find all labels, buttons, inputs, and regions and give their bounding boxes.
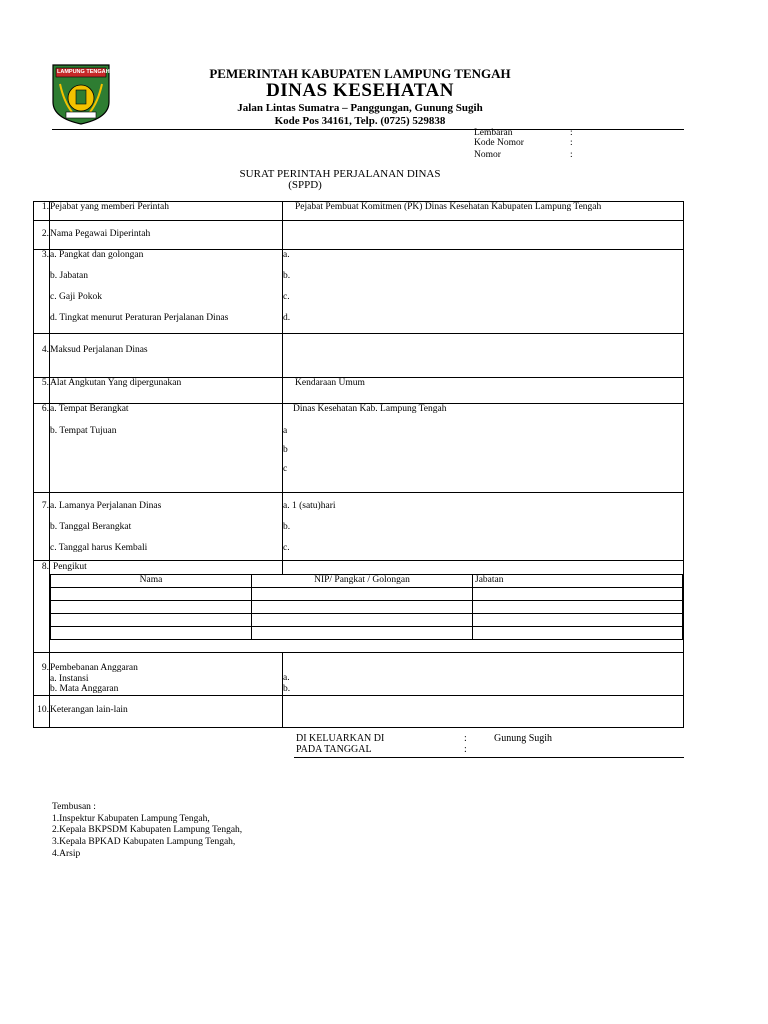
destination-b: b (283, 445, 288, 455)
row-number: 9. (34, 653, 50, 696)
row-number: 2. (34, 221, 50, 250)
salary-label: c. Gaji Pokok (50, 292, 102, 302)
regency-logo (50, 62, 112, 126)
duration-value: a. 1 (satu)hari (283, 501, 336, 511)
destination-c: c (283, 464, 288, 474)
table-row (51, 627, 683, 640)
salary-value: c. (283, 292, 290, 302)
signature-divider (294, 757, 684, 758)
row-number: 1. (34, 202, 50, 221)
table-row (51, 588, 683, 601)
position-cell (473, 614, 683, 627)
institution-value: a. (283, 673, 290, 683)
nip-cell (252, 614, 473, 627)
position-cell (473, 601, 683, 614)
row-value: Pejabat Pembuat Komitmen (PK) Dinas Kesehatan Kabupaten Lampung Tengah (283, 202, 684, 221)
row-value (283, 404, 684, 493)
column-divider (282, 561, 283, 574)
row-9 (34, 653, 684, 696)
document-abbr: (SPPD) (288, 179, 322, 191)
row-label: Pejabat yang memberi Perintah (50, 202, 283, 221)
departure-place-value: Dinas Kesehatan Kab. Lampung Tengah (293, 404, 447, 414)
row-5 (34, 378, 684, 404)
header-postal: Kode Pos 34161, Telp. (0725) 529838 (274, 115, 446, 127)
departure-place-label: a. Tempat Berangkat (50, 404, 129, 414)
nip-cell (252, 588, 473, 601)
document-title: SURAT PERINTAH PERJALANAN DINAS (239, 168, 441, 180)
row-number: 10. (34, 695, 50, 727)
row-8 (34, 561, 684, 653)
meta-code-label: Kode Nomor (474, 138, 524, 148)
meta-number-colon: : (570, 150, 573, 160)
followers-col-name: Nama (51, 575, 252, 588)
name-cell (51, 601, 252, 614)
row-value (283, 250, 684, 334)
header-divider (52, 129, 684, 130)
row-number: 8. (34, 561, 50, 653)
row-value (283, 221, 684, 250)
row-number: 5. (34, 378, 50, 404)
row-value (283, 493, 684, 561)
row-4 (34, 334, 684, 378)
header-address: Jalan Lintas Sumatra – Panggungan, Gunung Sugih (237, 102, 483, 114)
followers-cell (50, 561, 684, 653)
travel-level-label: d. Tingkat menurut Peraturan Perjalanan Dinas (50, 313, 229, 323)
name-cell (51, 588, 252, 601)
position-value: b. (283, 271, 291, 281)
departure-date-label: b. Tanggal Berangkat (50, 522, 132, 532)
rank-value: a. (283, 250, 290, 260)
meta-sheet-label: Lembaran (474, 128, 513, 138)
row-value (283, 695, 684, 727)
table-row (51, 614, 683, 627)
followers-col-position: Jabatan (473, 575, 683, 588)
followers-table (50, 574, 683, 640)
issued-at-label: DI KELUARKAN DI (296, 733, 385, 744)
travel-level-value: d. (283, 313, 291, 323)
issue-date-colon: : (464, 744, 467, 755)
meta-sheet-colon: : (570, 128, 573, 138)
header-agency: DINAS KESEHATAN (266, 80, 454, 101)
row-number: 4. (34, 334, 50, 378)
row-6 (34, 404, 684, 493)
cc-item: 2.Kepala BKPSDM Kabupaten Lampung Tengah, (52, 825, 243, 835)
name-cell (51, 627, 252, 640)
followers-col-nip: NIP/ Pangkat / Golongan (252, 575, 473, 588)
duration-label: a. Lamanya Perjalanan Dinas (50, 501, 162, 511)
cc-item: 1.Inspektur Kabupaten Lampung Tengah, (52, 814, 210, 824)
issued-at-colon: : (464, 733, 467, 744)
row-label: Nama Pegawai Diperintah (50, 221, 283, 250)
row-3 (34, 250, 684, 334)
cc-item: 3.Kepala BPKAD Kabupaten Lampung Tengah, (52, 837, 236, 847)
name-cell (51, 614, 252, 627)
cc-title: Tembusan : (52, 802, 96, 812)
cc-item: 4.Arsip (52, 849, 81, 859)
row-label: Alat Angkutan Yang dipergunakan (50, 378, 283, 404)
destination-a: a (283, 426, 288, 436)
row-label (50, 493, 283, 561)
budget-account-value: b. (283, 683, 291, 694)
row-label: Maksud Perjalanan Dinas (50, 334, 283, 378)
budget-account-label: b. Mata Anggaran (50, 684, 119, 694)
return-date-value: c. (283, 543, 290, 553)
row-7 (34, 493, 684, 561)
rank-label: a. Pangkat dan golongan (50, 250, 144, 260)
position-label: b. Jabatan (50, 271, 88, 281)
row-value: Kendaraan Umum (283, 378, 684, 404)
destination-label: b. Tempat Tujuan (50, 426, 117, 436)
row-number: 3. (34, 250, 50, 334)
meta-number-label: Nomor (474, 150, 501, 160)
row-label (50, 250, 283, 334)
table-row (51, 601, 683, 614)
followers-header-row (51, 575, 683, 588)
row-number: 6. (34, 404, 50, 493)
meta-code-colon: : (570, 138, 573, 148)
position-cell (473, 627, 683, 640)
institution-label: a. Instansi (50, 673, 89, 684)
followers-label: Pengikut (53, 562, 87, 572)
departure-date-value: b. (283, 522, 291, 532)
row-value (283, 334, 684, 378)
position-cell (473, 588, 683, 601)
row-1 (34, 202, 684, 221)
return-date-label: c. Tanggal harus Kembali (50, 543, 148, 553)
logo-text: LAMPUNG TENGAH (57, 69, 110, 75)
header-government: PEMERINTAH KABUPATEN LAMPUNG TENGAH (209, 66, 511, 81)
row-2 (34, 221, 684, 250)
row-10 (34, 695, 684, 727)
row-label (50, 404, 283, 493)
nip-cell (252, 601, 473, 614)
row-label (50, 653, 283, 696)
issued-at-value: Gunung Sugih (494, 733, 553, 744)
issue-date-label: PADA TANGGAL (296, 744, 372, 755)
row-value (283, 653, 684, 696)
sppd-form-table (33, 201, 684, 728)
row-number: 7. (34, 493, 50, 561)
budget-label: Pembebanan Anggaran (50, 663, 138, 673)
row-label: Keterangan lain-lain (50, 695, 283, 727)
nip-cell (252, 627, 473, 640)
